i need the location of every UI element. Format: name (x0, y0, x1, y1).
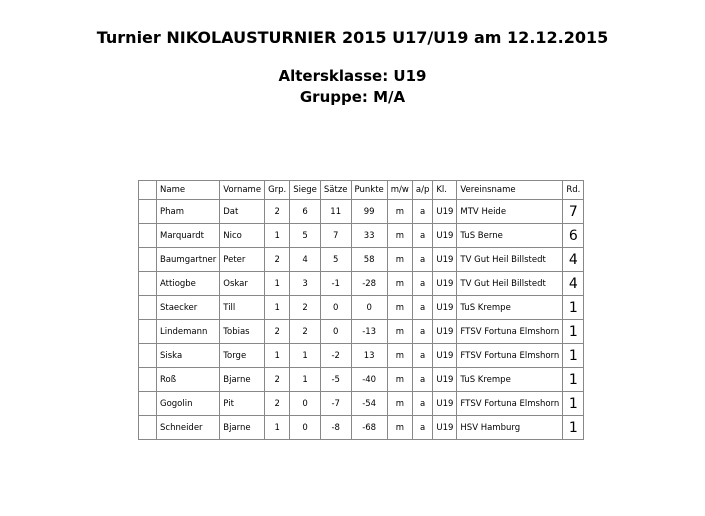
age-class-heading: Altersklasse: U19 (278, 67, 427, 85)
cell-saetze: -8 (320, 416, 351, 440)
cell-kl: U19 (433, 392, 457, 416)
cell-mw: m (387, 296, 412, 320)
cell-punkte: -68 (351, 416, 387, 440)
table-row (139, 320, 584, 344)
cell-name: Siska (157, 344, 220, 368)
cell-siege: 1 (290, 368, 321, 392)
cell-vereinsname: TuS Krempe (457, 368, 563, 392)
group-heading: Gruppe: M/A (299, 88, 406, 106)
cell-name: Pham (157, 200, 220, 224)
cell-name: Attiogbe (157, 272, 220, 296)
cell-name: Gogolin (157, 392, 220, 416)
cell-saetze: -5 (320, 368, 351, 392)
cell-punkte: 58 (351, 248, 387, 272)
header-cell-vereinsname: Vereinsname (457, 181, 563, 200)
cell-grp: 1 (265, 344, 290, 368)
cell-siege: 0 (290, 416, 321, 440)
row-index-cell (139, 272, 157, 296)
cell-grp: 2 (265, 200, 290, 224)
header-cell-kl: Kl. (433, 181, 457, 200)
cell-ap: a (412, 320, 432, 344)
cell-siege: 5 (290, 224, 321, 248)
row-index-cell (139, 320, 157, 344)
cell-saetze: 11 (320, 200, 351, 224)
cell-mw: m (387, 344, 412, 368)
cell-rd: 1 (563, 368, 584, 392)
cell-punkte: -40 (351, 368, 387, 392)
table-row (139, 296, 584, 320)
cell-mw: m (387, 416, 412, 440)
cell-punkte: 0 (351, 296, 387, 320)
cell-ap: a (412, 296, 432, 320)
cell-vorname: Bjarne (220, 368, 265, 392)
table-row (139, 344, 584, 368)
cell-vorname: Nico (220, 224, 265, 248)
cell-siege: 1 (290, 344, 321, 368)
cell-grp: 2 (265, 320, 290, 344)
cell-kl: U19 (433, 272, 457, 296)
cell-mw: m (387, 224, 412, 248)
cell-kl: U19 (433, 416, 457, 440)
table-row (139, 200, 584, 224)
table-row (139, 224, 584, 248)
cell-siege: 6 (290, 200, 321, 224)
header-cell-siege: Siege (290, 181, 321, 200)
cell-ap: a (412, 416, 432, 440)
cell-siege: 0 (290, 392, 321, 416)
table-row (139, 248, 584, 272)
cell-saetze: 0 (320, 320, 351, 344)
cell-ap: a (412, 248, 432, 272)
cell-rd: 1 (563, 320, 584, 344)
cell-mw: m (387, 368, 412, 392)
cell-vorname: Bjarne (220, 416, 265, 440)
cell-vorname: Pit (220, 392, 265, 416)
cell-kl: U19 (433, 224, 457, 248)
header-cell-rd: Rd. (563, 181, 584, 200)
row-index-cell (139, 248, 157, 272)
cell-kl: U19 (433, 296, 457, 320)
cell-saetze: -1 (320, 272, 351, 296)
table-header-row (139, 181, 584, 200)
cell-name: Roß (157, 368, 220, 392)
cell-name: Marquardt (157, 224, 220, 248)
cell-rd: 1 (563, 296, 584, 320)
header-cell-mw: m/w (387, 181, 412, 200)
cell-grp: 1 (265, 272, 290, 296)
cell-vereinsname: TV Gut Heil Billstedt (457, 248, 563, 272)
cell-vorname: Dat (220, 200, 265, 224)
cell-punkte: 33 (351, 224, 387, 248)
cell-vereinsname: FTSV Fortuna Elmshorn (457, 320, 563, 344)
row-index-cell (139, 296, 157, 320)
cell-kl: U19 (433, 320, 457, 344)
table-row (139, 272, 584, 296)
cell-vereinsname: TuS Berne (457, 224, 563, 248)
cell-vereinsname: FTSV Fortuna Elmshorn (457, 344, 563, 368)
cell-rd: 4 (563, 272, 584, 296)
table-row (139, 392, 584, 416)
cell-rd: 1 (563, 344, 584, 368)
results-table (138, 180, 584, 440)
cell-kl: U19 (433, 344, 457, 368)
header-cell-grp: Grp. (265, 181, 290, 200)
row-index-cell (139, 368, 157, 392)
table-body (139, 200, 584, 440)
cell-name: Lindemann (157, 320, 220, 344)
header-cell-index (139, 181, 157, 200)
cell-vorname: Peter (220, 248, 265, 272)
header-cell-punkte: Punkte (351, 181, 387, 200)
cell-vereinsname: TV Gut Heil Billstedt (457, 272, 563, 296)
cell-name: Baumgartner (157, 248, 220, 272)
cell-vorname: Oskar (220, 272, 265, 296)
cell-rd: 1 (563, 416, 584, 440)
cell-grp: 2 (265, 248, 290, 272)
header-cell-vorname: Vorname (220, 181, 265, 200)
cell-ap: a (412, 392, 432, 416)
cell-rd: 7 (563, 200, 584, 224)
cell-punkte: -13 (351, 320, 387, 344)
cell-ap: a (412, 272, 432, 296)
cell-vereinsname: MTV Heide (457, 200, 563, 224)
cell-ap: a (412, 224, 432, 248)
row-index-cell (139, 224, 157, 248)
cell-grp: 1 (265, 416, 290, 440)
row-index-cell (139, 200, 157, 224)
cell-saetze: 0 (320, 296, 351, 320)
cell-grp: 2 (265, 392, 290, 416)
cell-punkte: 99 (351, 200, 387, 224)
table-row (139, 416, 584, 440)
cell-vorname: Till (220, 296, 265, 320)
cell-grp: 1 (265, 296, 290, 320)
header-cell-saetze: Sätze (320, 181, 351, 200)
cell-mw: m (387, 392, 412, 416)
cell-kl: U19 (433, 248, 457, 272)
cell-ap: a (412, 344, 432, 368)
cell-mw: m (387, 248, 412, 272)
cell-grp: 1 (265, 224, 290, 248)
cell-siege: 4 (290, 248, 321, 272)
cell-grp: 2 (265, 368, 290, 392)
cell-vereinsname: HSV Hamburg (457, 416, 563, 440)
cell-punkte: -28 (351, 272, 387, 296)
cell-ap: a (412, 200, 432, 224)
cell-mw: m (387, 200, 412, 224)
cell-saetze: -7 (320, 392, 351, 416)
cell-kl: U19 (433, 200, 457, 224)
cell-name: Schneider (157, 416, 220, 440)
document-title: Turnier NIKOLAUSTURNIER 2015 U17/U19 am 12.12.2015 (96, 28, 609, 47)
header-cell-ap: a/p (412, 181, 432, 200)
cell-mw: m (387, 320, 412, 344)
cell-punkte: -54 (351, 392, 387, 416)
cell-punkte: 13 (351, 344, 387, 368)
cell-vorname: Tobias (220, 320, 265, 344)
cell-siege: 2 (290, 296, 321, 320)
cell-ap: a (412, 368, 432, 392)
cell-vorname: Torge (220, 344, 265, 368)
cell-kl: U19 (433, 368, 457, 392)
cell-saetze: 7 (320, 224, 351, 248)
cell-saetze: 5 (320, 248, 351, 272)
row-index-cell (139, 392, 157, 416)
cell-siege: 3 (290, 272, 321, 296)
cell-rd: 1 (563, 392, 584, 416)
table-row (139, 368, 584, 392)
cell-mw: m (387, 272, 412, 296)
row-index-cell (139, 416, 157, 440)
cell-saetze: -2 (320, 344, 351, 368)
cell-vereinsname: FTSV Fortuna Elmshorn (457, 392, 563, 416)
cell-rd: 4 (563, 248, 584, 272)
cell-vereinsname: TuS Krempe (457, 296, 563, 320)
cell-siege: 2 (290, 320, 321, 344)
header-cell-name: Name (157, 181, 220, 200)
cell-rd: 6 (563, 224, 584, 248)
cell-name: Staecker (157, 296, 220, 320)
row-index-cell (139, 344, 157, 368)
